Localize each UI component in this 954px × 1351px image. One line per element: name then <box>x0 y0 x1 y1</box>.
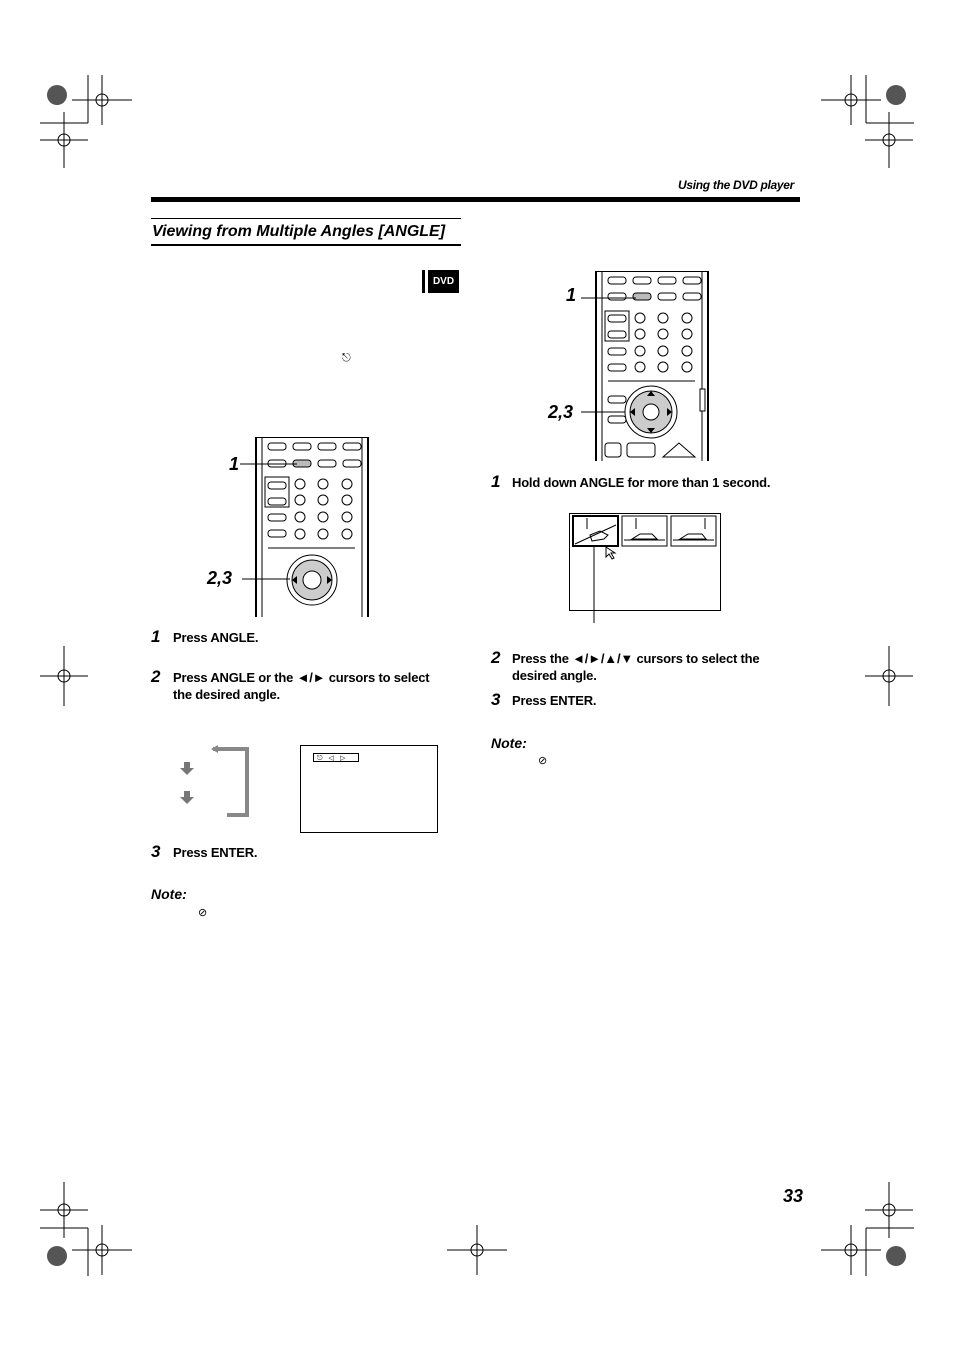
angle-osd-bar: ⎋ ◁ ▷ <box>313 753 359 762</box>
running-header: Using the DVD player <box>678 178 795 192</box>
angle-thumbnails <box>572 515 722 625</box>
dvd-badge: DVD <box>425 270 459 293</box>
left-step-1 <box>151 627 451 646</box>
right-note-label: Note: <box>491 735 527 751</box>
step-number: 1 <box>151 627 161 646</box>
left-step-3 <box>151 842 451 861</box>
left-step-2 <box>151 667 451 703</box>
header-rule <box>151 197 800 202</box>
page-number: 33 <box>783 1186 804 1206</box>
section-title: Viewing from Multiple Angles [ANGLE] <box>151 218 461 246</box>
step-text: Press ENTER. <box>173 845 258 860</box>
callout-23-right: 2,3 <box>548 402 574 422</box>
step-text: Hold down ANGLE for more than 1 second. <box>512 475 771 490</box>
callout-lines-left <box>230 455 310 595</box>
callout-1-right: 1 <box>566 285 577 305</box>
right-step-2 <box>491 648 791 684</box>
step-text: Press ENTER. <box>512 693 597 708</box>
step-number: 2 <box>491 648 501 667</box>
step-text: Press ANGLE or the ◄/► cursors to select the desired angle. <box>173 670 430 702</box>
angle-icon: ⎋ <box>342 352 351 364</box>
callout-lines-right <box>578 290 658 420</box>
step-text: Press ANGLE. <box>173 630 259 645</box>
left-note-label: Note: <box>151 886 187 902</box>
step-number: 3 <box>491 690 501 709</box>
angle-cycle-diagram <box>175 745 260 820</box>
prohibit-icon: ⊘ <box>198 907 208 919</box>
step-number: 1 <box>491 472 501 491</box>
step-text: Press the ◄/►/▲/▼ cursors to select the desired angle. <box>512 651 760 683</box>
step-number: 3 <box>151 842 161 861</box>
callout-23-left: 2,3 <box>207 568 233 588</box>
step-number: 2 <box>151 667 161 686</box>
callout-1-left: 1 <box>229 454 240 474</box>
right-step-3 <box>491 690 791 709</box>
prohibit-icon: ⊘ <box>538 755 548 767</box>
right-step-1 <box>491 472 801 491</box>
